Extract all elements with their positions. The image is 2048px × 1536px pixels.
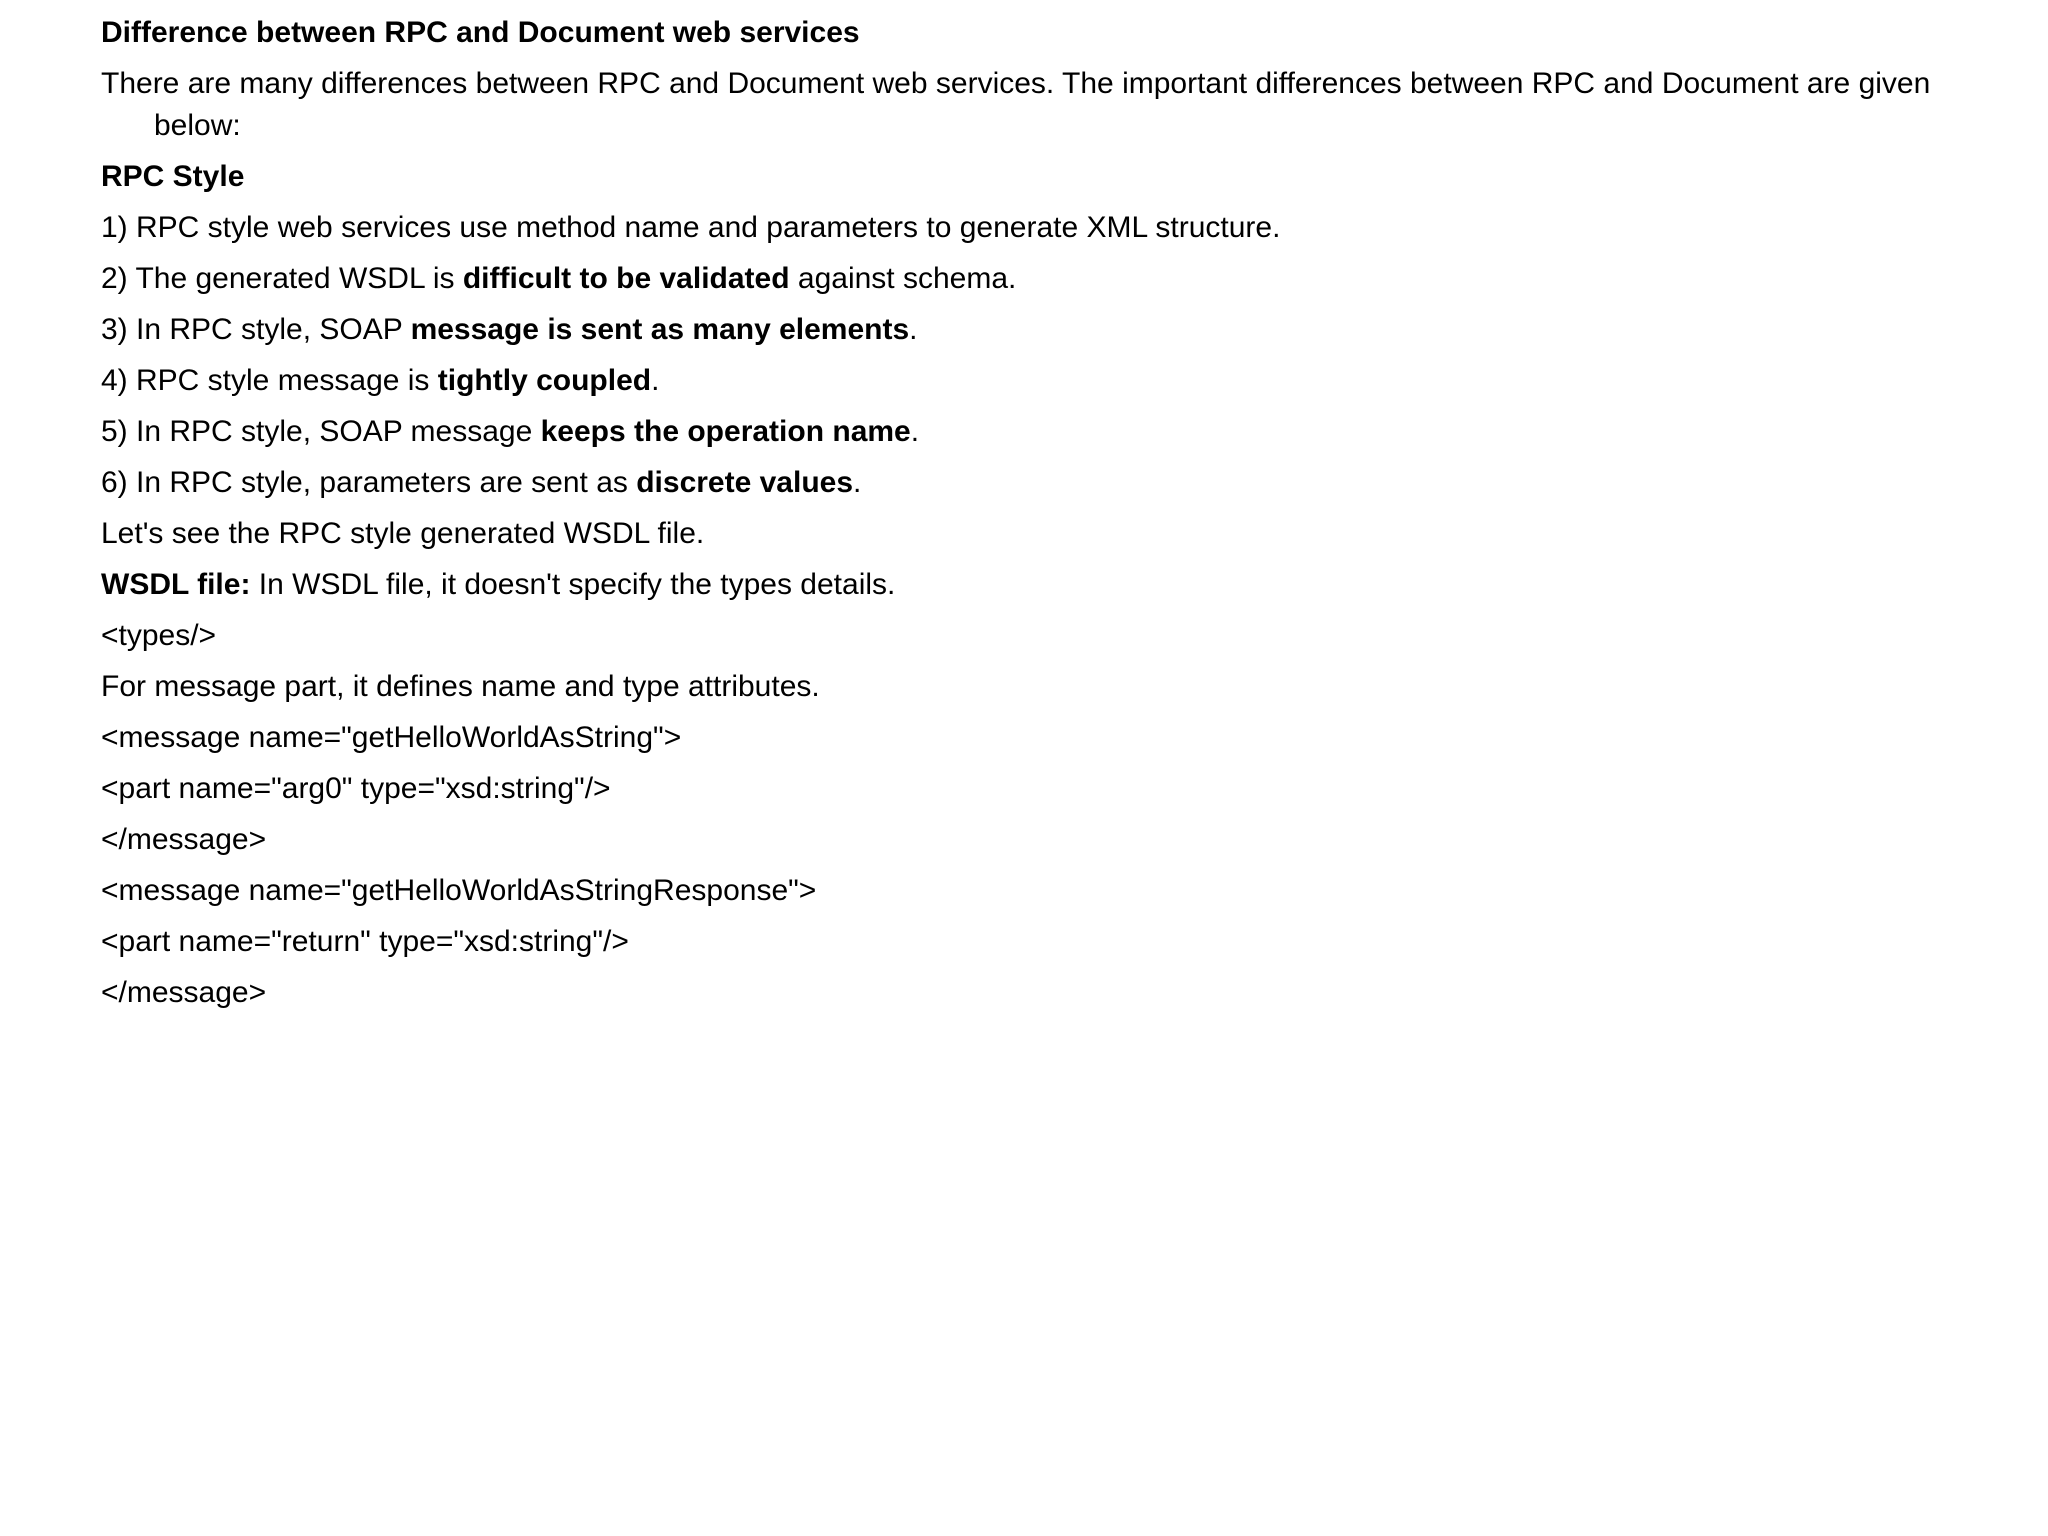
point-2: 2) The generated WSDL is difficult to be validated against schema.: [101, 262, 1017, 295]
types-tag: <types/>: [101, 619, 217, 652]
section-title: RPC Style: [101, 160, 245, 193]
document-heading: Difference between RPC and Document web services: [101, 16, 860, 49]
see-wsdl-text: Let's see the RPC style generated WSDL file.: [101, 517, 705, 550]
message-part-text: For message part, it defines name and type attributes.: [101, 670, 820, 703]
point-1: 1) RPC style web services use method name and parameters to generate XML structure.: [101, 211, 1281, 244]
wsdl-file-label: WSDL file:: [101, 568, 251, 601]
point-3: 3) In RPC style, SOAP message is sent as many elements.: [101, 313, 918, 346]
point-5: 5) In RPC style, SOAP message keeps the operation name.: [101, 415, 920, 448]
code-line: </message>: [101, 823, 267, 856]
code-line: <message name="getHelloWorldAsString">: [101, 721, 682, 754]
code-line: <message name="getHelloWorldAsStringResponse">: [101, 874, 817, 907]
point-6: 6) In RPC style, parameters are sent as discrete values.: [101, 466, 862, 499]
wsdl-file-line: WSDL file: In WSDL file, it doesn't specify the types details.: [101, 568, 896, 601]
code-line: <part name="arg0" type="xsd:string"/>: [101, 772, 611, 805]
point-4: 4) RPC style message is tightly coupled.: [101, 364, 660, 397]
document-page: [101, 12, 2001, 1023]
code-line: </message>: [101, 976, 267, 1009]
intro-paragraph: There are many differences between RPC and Document web services. The important differences between RPC and Document are given below:: [101, 67, 1931, 142]
code-line: <part name="return" type="xsd:string"/>: [101, 925, 629, 958]
